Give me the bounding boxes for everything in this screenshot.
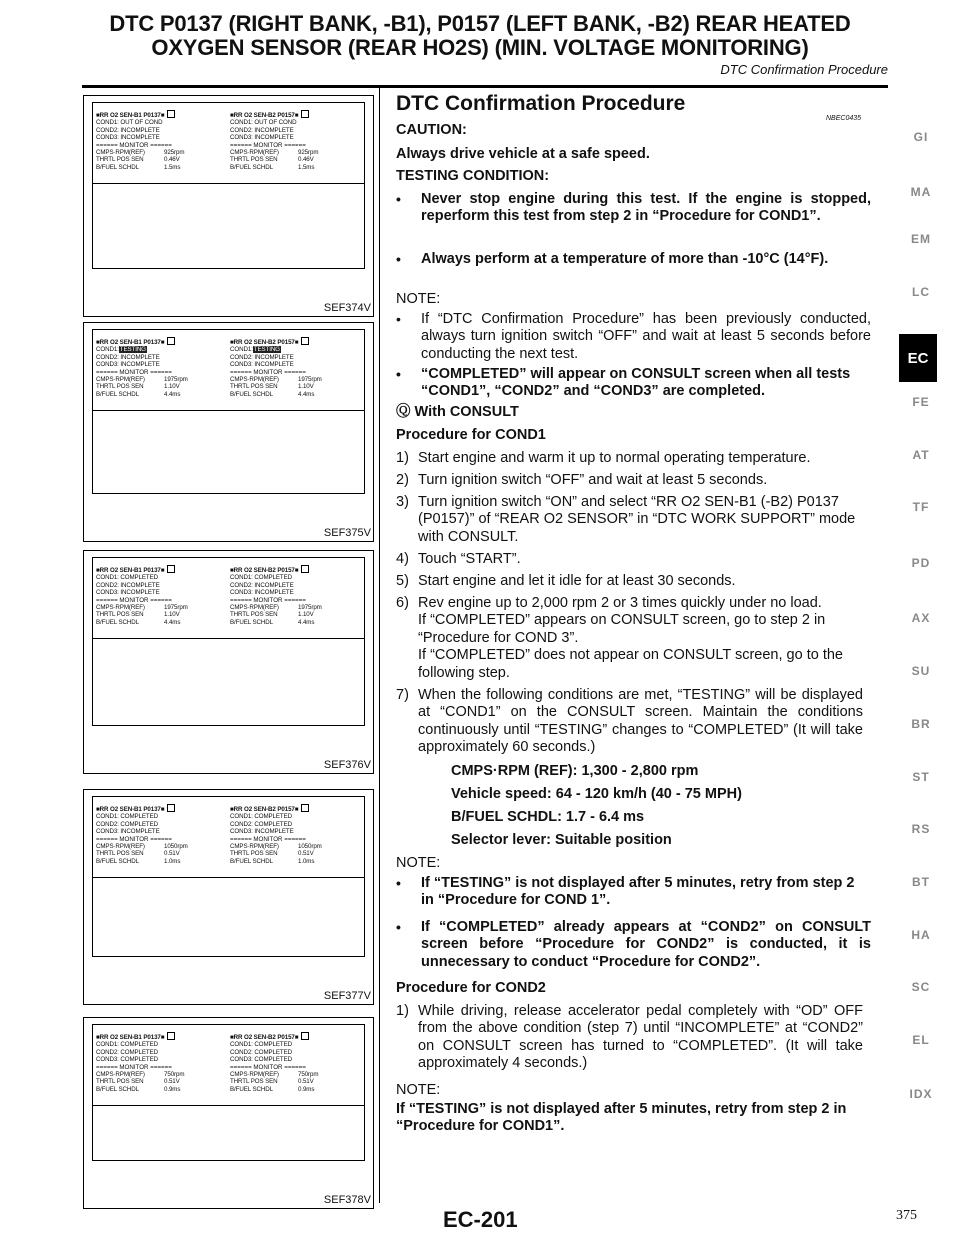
figure-label: SEF378V: [323, 1194, 371, 1206]
note-2: “COMPLETED” will appear on CONSULT screen when all tests “COND1”, “COND2” and “COND3” are completed.: [421, 366, 851, 400]
monitor-item-name: THRTL POS SEN: [96, 156, 144, 164]
step-4: Touch “START”.: [418, 551, 521, 567]
cond2-status: COND2: COMPLETED: [96, 820, 159, 828]
screen-panel-left: [96, 110, 224, 171]
step-6-line-b: If “COMPLETED” appears on CONSULT screen, go to step 2 in “Procedure for COND 3”.: [418, 612, 826, 646]
monitor-item: [96, 1078, 224, 1085]
monitor-item-name: B/FUEL SCHDL: [230, 390, 273, 398]
monitor-item-name: CMPS·RPM(REF): [96, 604, 145, 612]
monitor-item-name: THRTL POS SEN: [230, 383, 278, 391]
figure-label: SEF377V: [323, 990, 371, 1002]
note-label: NOTE:: [396, 291, 441, 307]
monitor-item-name: CMPS·RPM(REF): [230, 376, 279, 384]
monitor-item-value: 1.10V: [298, 611, 314, 619]
monitor-item-value: 0.46V: [298, 156, 314, 164]
cond2-status: COND2: COMPLETED: [230, 820, 293, 828]
figure-label: SEF374V: [323, 302, 371, 314]
consult-screen-figure: [83, 789, 374, 1005]
screen-header: ■RR O2 SEN-B1 P0137■: [96, 565, 224, 574]
monitor-item-value: 1975rpm: [164, 604, 188, 612]
monitor-item: [96, 164, 224, 171]
monitor-item: [230, 164, 358, 171]
monitor-item-name: CMPS·RPM(REF): [96, 376, 145, 384]
monitor-item: [230, 1071, 358, 1078]
monitor-item-name: B/FUEL SCHDL: [230, 618, 273, 626]
monitor-item: [96, 383, 224, 390]
checkbox-icon: [301, 1032, 309, 1040]
checkbox-icon: [167, 1032, 175, 1040]
cond1-status: [96, 813, 224, 820]
monitor-item-value: 925rpm: [298, 149, 319, 157]
cond2-status: COND2: INCOMPLETE: [96, 353, 160, 361]
monitor-item-value: 1.0ms: [298, 857, 315, 865]
bullet: •: [396, 919, 401, 935]
monitor-item-name: B/FUEL SCHDL: [96, 1085, 139, 1093]
monitor-item: [230, 149, 358, 156]
cond3-status: COND3: INCOMPLETE: [230, 589, 294, 597]
monitor-item: [96, 858, 224, 865]
screen-header-text: RR O2 SEN-B2 P0157: [233, 339, 295, 346]
checkbox-icon: [301, 565, 309, 573]
step-6-line-c: If “COMPLETED” does not appear on CONSULT screen, go to the following step.: [418, 647, 843, 681]
monitor-item-value: 1.10V: [164, 611, 180, 619]
monitor-label: ====== MONITOR ======: [230, 596, 306, 604]
section-code: NBEC0435: [826, 115, 862, 122]
monitor-item: [230, 850, 358, 857]
testing-highlight: TESTING: [119, 346, 146, 354]
consult-screen-figure: [83, 1017, 374, 1209]
screen-rule: [93, 1105, 364, 1106]
monitor-item: [96, 149, 224, 156]
cond1-text: COND1:: [96, 346, 119, 354]
step-number: 7): [396, 687, 409, 703]
section-tab-gi[interactable]: GI: [913, 130, 929, 144]
cond2-status: COND2: COMPLETED: [230, 1048, 293, 1056]
monitor-label: ====== MONITOR ======: [96, 368, 172, 376]
step-number: 1): [396, 450, 409, 466]
testing-highlight: TESTING: [253, 346, 280, 354]
screen-panel-right: [230, 565, 358, 626]
section-title: DTC Confirmation Procedure: [396, 92, 686, 115]
cond3-status: COND3: INCOMPLETE: [230, 361, 294, 369]
monitor-item-name: CMPS·RPM(REF): [96, 1071, 145, 1079]
consult-screen: [92, 557, 365, 726]
monitor-item-name: THRTL POS SEN: [96, 850, 144, 858]
page-subtitle: DTC Confirmation Procedure: [720, 62, 888, 77]
consult-screen-figure: [83, 322, 374, 542]
figure-label: SEF375V: [323, 527, 371, 539]
monitor-item: [230, 1078, 358, 1085]
cond3-status: COND3: COMPLETED: [96, 1056, 159, 1064]
monitor-item-value: 1050rpm: [164, 843, 188, 851]
screen-panel-right: [230, 110, 358, 171]
monitor-item: [96, 619, 224, 626]
screen-rule: [93, 877, 364, 878]
screen-rule: [93, 183, 364, 184]
monitor-label: ====== MONITOR ======: [96, 835, 172, 843]
caution-text: Always drive vehicle at a safe speed.: [396, 146, 650, 162]
note-label-3: NOTE:: [396, 1082, 441, 1098]
bullet: •: [396, 875, 401, 891]
monitor-item-name: THRTL POS SEN: [96, 611, 144, 619]
step-3: Turn ignition switch “ON” and select “RR O2 SEN-B1 (-B2) P0137 (P0157)” of “REAR O2 SENSOR” in “DTC WORK SUPPORT” mode with CONSULT.: [418, 494, 856, 545]
step-2: Turn ignition switch “OFF” and wait at least 5 seconds.: [418, 472, 768, 488]
screen-header: ■RR O2 SEN-B1 P0137■: [96, 110, 224, 119]
consult-screen: [92, 329, 365, 494]
section-tab-at[interactable]: AT: [912, 448, 930, 462]
condition-speed: Vehicle speed: 64 - 120 km/h (40 - 75 MPH): [451, 786, 742, 802]
monitor-item: [230, 619, 358, 626]
cond3-status: COND3: INCOMPLETE: [96, 589, 160, 597]
monitor-item-name: B/FUEL SCHDL: [96, 618, 139, 626]
condition-rpm: CMPS·RPM (REF): 1,300 - 2,800 rpm: [451, 763, 699, 779]
page-title: [85, 12, 875, 60]
cond2-status: COND2: COMPLETED: [96, 1048, 159, 1056]
screen-header: ■RR O2 SEN-B1 P0137■: [96, 337, 224, 346]
bullet: •: [396, 366, 401, 382]
monitor-item: [230, 843, 358, 850]
checkbox-icon: [301, 110, 309, 118]
monitor-item: [96, 850, 224, 857]
monitor-item-value: 4.4ms: [164, 618, 181, 626]
cond1-status: [96, 1041, 224, 1048]
checkbox-icon: [301, 804, 309, 812]
step-number: 2): [396, 472, 409, 488]
section-tab-st[interactable]: ST: [912, 770, 930, 784]
step-6: [418, 595, 863, 682]
screen-header: ■RR O2 SEN-B2 P0157■: [230, 337, 358, 346]
monitor-item: [96, 376, 224, 383]
monitor-label: ====== MONITOR ======: [230, 835, 306, 843]
monitor-item-name: THRTL POS SEN: [230, 611, 278, 619]
cond1-status: [230, 1041, 358, 1048]
monitor-label: ====== MONITOR ======: [96, 141, 172, 149]
cond2-step-1: While driving, release accelerator pedal completely with “OD” OFF from the above condition (step 7) until “INCOMPLETE” at “COND2” on CONSULT screen has turned to “COMPLETED”. (It will take approximately 4 seconds.): [418, 1003, 863, 1072]
monitor-item-value: 750rpm: [164, 1071, 185, 1079]
cond1-status: [96, 346, 224, 353]
monitor-item-name: CMPS·RPM(REF): [230, 1071, 279, 1079]
section-tab-bt[interactable]: BT: [912, 875, 930, 889]
procedure-cond2-title: Procedure for COND2: [396, 980, 546, 996]
step-number: 3): [396, 494, 409, 510]
screen-panel-left: [96, 804, 224, 865]
screen-panel-right: [230, 804, 358, 865]
monitor-item: [230, 391, 358, 398]
step-number: 1): [396, 1003, 409, 1019]
screen-header-text: RR O2 SEN-B1 P0137: [99, 1034, 161, 1041]
monitor-item-value: 0.9ms: [298, 1085, 315, 1093]
checkbox-icon: [301, 337, 309, 345]
consult-icon: Ⓠ: [396, 404, 411, 420]
monitor-item-value: 0.51V: [298, 1078, 314, 1086]
note-label-2: NOTE:: [396, 855, 441, 871]
monitor-item-value: 1975rpm: [298, 604, 322, 612]
section-tab-el[interactable]: EL: [912, 1033, 930, 1047]
step-number: 4): [396, 551, 409, 567]
cond1-text: COND1: OUT OF COND: [230, 119, 297, 127]
title-line-2: OXYGEN SENSOR (REAR HO2S) (MIN. VOLTAGE MONITORING): [151, 35, 809, 60]
monitor-item-name: CMPS·RPM(REF): [96, 149, 145, 157]
monitor-item-name: B/FUEL SCHDL: [230, 1085, 273, 1093]
screen-header-text: RR O2 SEN-B2 P0157: [233, 806, 295, 813]
screen-panel-left: [96, 1032, 224, 1093]
cond1-status: [230, 119, 358, 126]
cond3-status: COND3: INCOMPLETE: [96, 828, 160, 836]
monitor-item-value: 0.51V: [298, 850, 314, 858]
screen-panel-right: [230, 337, 358, 398]
section-tab-lc[interactable]: LC: [912, 285, 930, 299]
cond3-status: COND3: INCOMPLETE: [230, 134, 294, 142]
note-3: If “TESTING” is not displayed after 5 minutes, retry from step 2 in “Procedure for COND 1”.: [421, 875, 855, 909]
cond2-status: COND2: INCOMPLETE: [230, 581, 294, 589]
screen-header: ■RR O2 SEN-B2 P0157■: [230, 1032, 358, 1041]
monitor-item-value: 1.10V: [298, 383, 314, 391]
monitor-item-value: 1.5ms: [164, 163, 181, 171]
monitor-item-value: 4.4ms: [298, 618, 315, 626]
monitor-item-value: 0.46V: [164, 156, 180, 164]
section-tab-br[interactable]: BR: [911, 717, 931, 731]
screen-header-text: RR O2 SEN-B1 P0137: [99, 567, 161, 574]
consult-screen-figure: [83, 550, 374, 774]
figure-label: SEF376V: [323, 759, 371, 771]
cond1-text: COND1: COMPLETED: [96, 1041, 159, 1049]
monitor-item-value: 0.9ms: [164, 1085, 181, 1093]
monitor-item-name: THRTL POS SEN: [230, 1078, 278, 1086]
bullet: •: [396, 311, 401, 327]
monitor-item-value: 925rpm: [164, 149, 185, 157]
step-number: 5): [396, 573, 409, 589]
monitor-item-name: CMPS·RPM(REF): [96, 843, 145, 851]
monitor-item-value: 1.5ms: [298, 163, 315, 171]
step-number: 6): [396, 595, 409, 611]
monitor-item: [230, 611, 358, 618]
monitor-label: ====== MONITOR ======: [96, 1063, 172, 1071]
note-4: If “COMPLETED” already appears at “COND2” on CONSULT screen before “Procedure for COND2” is conducted, it is unnecessary to conduct “Procedure for COND2”.: [421, 919, 871, 970]
consult-screen: [92, 1024, 365, 1161]
condition-fuel: B/FUEL SCHDL: 1.7 - 6.4 ms: [451, 809, 645, 825]
cond2-status: COND2: INCOMPLETE: [230, 126, 294, 134]
monitor-item-value: 0.51V: [164, 850, 180, 858]
section-tab-rs[interactable]: RS: [911, 822, 931, 836]
section-tab-sc[interactable]: SC: [911, 980, 931, 994]
consult-screen: [92, 796, 365, 957]
monitor-item: [96, 1071, 224, 1078]
screen-header-text: RR O2 SEN-B1 P0137: [99, 112, 161, 119]
screen-header: ■RR O2 SEN-B1 P0137■: [96, 804, 224, 813]
screen-header: ■RR O2 SEN-B2 P0157■: [230, 804, 358, 813]
monitor-item-value: 750rpm: [298, 1071, 319, 1079]
screen-header-text: RR O2 SEN-B2 P0157: [233, 567, 295, 574]
testing-condition-1: Never stop engine during this test. If the engine is stopped, reperform this test from step 2 in “Procedure for COND1”.: [421, 191, 871, 225]
section-tab-ha[interactable]: HA: [911, 928, 931, 942]
page-side-number: 375: [896, 1208, 917, 1223]
cond2-status: COND2: INCOMPLETE: [230, 353, 294, 361]
monitor-item: [96, 156, 224, 163]
monitor-item: [230, 156, 358, 163]
section-tab-ax[interactable]: AX: [911, 611, 931, 625]
monitor-item-value: 1.0ms: [164, 857, 181, 865]
monitor-item-name: CMPS·RPM(REF): [230, 149, 279, 157]
monitor-item-name: B/FUEL SCHDL: [96, 390, 139, 398]
monitor-item: [230, 1086, 358, 1093]
bullet: •: [396, 191, 401, 207]
cond1-text: COND1: COMPLETED: [230, 813, 293, 821]
cond1-status: [230, 813, 358, 820]
monitor-item-value: 1975rpm: [164, 376, 188, 384]
checkbox-icon: [167, 337, 175, 345]
testing-condition-2: Always perform at a temperature of more than -10°C (14°F).: [421, 251, 829, 267]
cond1-text: COND1: COMPLETED: [96, 574, 159, 582]
monitor-label: ====== MONITOR ======: [96, 596, 172, 604]
screen-rule: [93, 410, 364, 411]
cond2-status: COND2: INCOMPLETE: [96, 581, 160, 589]
monitor-item: [96, 391, 224, 398]
consult-screen-figure: [83, 95, 374, 317]
cond1-text: COND1: COMPLETED: [230, 1041, 293, 1049]
section-tab-em[interactable]: EM: [911, 232, 931, 246]
monitor-item: [96, 604, 224, 611]
cond3-status: COND3: INCOMPLETE: [230, 828, 294, 836]
cond1-status: [96, 574, 224, 581]
monitor-item: [230, 604, 358, 611]
section-tab-su[interactable]: SU: [911, 664, 931, 678]
consult-screen: [92, 102, 365, 269]
title-line-1: DTC P0137 (RIGHT BANK, -B1), P0157 (LEFT BANK, -B2) REAR HEATED: [109, 11, 851, 36]
screen-header-text: RR O2 SEN-B2 P0157: [233, 1034, 295, 1041]
monitor-item: [230, 383, 358, 390]
monitor-item: [96, 1086, 224, 1093]
header-rule: [82, 85, 888, 88]
monitor-item-value: 0.51V: [164, 1078, 180, 1086]
screen-header: ■RR O2 SEN-B2 P0157■: [230, 565, 358, 574]
monitor-item: [230, 376, 358, 383]
screen-rule: [93, 638, 364, 639]
screen-header-text: RR O2 SEN-B1 P0137: [99, 806, 161, 813]
monitor-label: ====== MONITOR ======: [230, 1063, 306, 1071]
note-5: If “TESTING” is not displayed after 5 minutes, retry from step 2 in “Procedure for COND1”.: [396, 1101, 847, 1135]
monitor-item-name: B/FUEL SCHDL: [96, 163, 139, 171]
cond3-status: COND3: INCOMPLETE: [96, 361, 160, 369]
monitor-label: ====== MONITOR ======: [230, 368, 306, 376]
monitor-item-name: THRTL POS SEN: [96, 1078, 144, 1086]
monitor-item-name: THRTL POS SEN: [96, 383, 144, 391]
monitor-item-name: B/FUEL SCHDL: [96, 857, 139, 865]
screen-header: ■RR O2 SEN-B2 P0157■: [230, 110, 358, 119]
screen-header: ■RR O2 SEN-B1 P0137■: [96, 1032, 224, 1041]
monitor-item-name: THRTL POS SEN: [230, 850, 278, 858]
screen-header-text: RR O2 SEN-B2 P0157: [233, 112, 295, 119]
cond1-status: [230, 574, 358, 581]
step-6-line-a: Rev engine up to 2,000 rpm 2 or 3 times quickly under no load.: [418, 595, 822, 611]
section-tab-ec[interactable]: EC: [899, 334, 937, 382]
monitor-item-value: 1050rpm: [298, 843, 322, 851]
monitor-item: [96, 843, 224, 850]
cond3-status: COND3: COMPLETED: [230, 1056, 293, 1064]
cond1-text: COND1: COMPLETED: [96, 813, 159, 821]
checkbox-icon: [167, 804, 175, 812]
step-1: Start engine and warm it up to normal operating temperature.: [418, 450, 811, 466]
monitor-item-name: CMPS·RPM(REF): [230, 843, 279, 851]
monitor-item-name: B/FUEL SCHDL: [230, 857, 273, 865]
step-5: Start engine and let it idle for at least 30 seconds.: [418, 573, 736, 589]
cond2-status: COND2: INCOMPLETE: [96, 126, 160, 134]
procedure-cond1-title: Procedure for COND1: [396, 427, 546, 443]
monitor-label: ====== MONITOR ======: [230, 141, 306, 149]
consult-heading: [396, 404, 866, 421]
condition-selector: Selector lever: Suitable position: [451, 832, 672, 848]
screen-panel-right: [230, 1032, 358, 1093]
cond1-text: COND1:: [230, 346, 253, 354]
screen-header-text: RR O2 SEN-B1 P0137: [99, 339, 161, 346]
step-7: When the following conditions are met, “TESTING” will be displayed at “COND1” on the CONSULT screen. Maintain the conditions continuously until “TESTING” changes to “COMPLETED” (It will take approximately 60 seconds.): [418, 687, 863, 756]
caution-label: CAUTION:: [396, 122, 467, 138]
monitor-item-value: 4.4ms: [164, 390, 181, 398]
screen-panel-left: [96, 337, 224, 398]
testing-label: TESTING CONDITION:: [396, 168, 550, 184]
page-number: EC-201: [443, 1207, 518, 1232]
monitor-item: [96, 611, 224, 618]
monitor-item-name: CMPS·RPM(REF): [230, 604, 279, 612]
monitor-item-value: 4.4ms: [298, 390, 315, 398]
checkbox-icon: [167, 110, 175, 118]
section-tab-pd[interactable]: PD: [911, 556, 931, 570]
monitor-item-name: THRTL POS SEN: [230, 156, 278, 164]
section-tab-ma[interactable]: MA: [910, 185, 932, 199]
bullet: •: [396, 251, 401, 267]
section-tab-tf[interactable]: TF: [912, 500, 930, 514]
section-tab-fe[interactable]: FE: [912, 395, 930, 409]
monitor-item: [230, 858, 358, 865]
screen-panel-left: [96, 565, 224, 626]
cond3-status: COND3: INCOMPLETE: [96, 134, 160, 142]
cond1-text: COND1: COMPLETED: [230, 574, 293, 582]
consult-label: With CONSULT: [414, 404, 519, 420]
section-tab-idx[interactable]: IDX: [909, 1087, 933, 1101]
checkbox-icon: [167, 565, 175, 573]
note-1: If “DTC Confirmation Procedure” has been previously conducted, always turn ignition switch “OFF” and wait at least 5 seconds before conducting the next test.: [421, 311, 871, 362]
monitor-item-name: B/FUEL SCHDL: [230, 163, 273, 171]
cond1-status: [96, 119, 224, 126]
monitor-item-value: 1975rpm: [298, 376, 322, 384]
monitor-item-value: 1.10V: [164, 383, 180, 391]
column-divider: [379, 88, 380, 1203]
cond1-status: [230, 346, 358, 353]
cond1-text: COND1: OUT OF COND: [96, 119, 163, 127]
